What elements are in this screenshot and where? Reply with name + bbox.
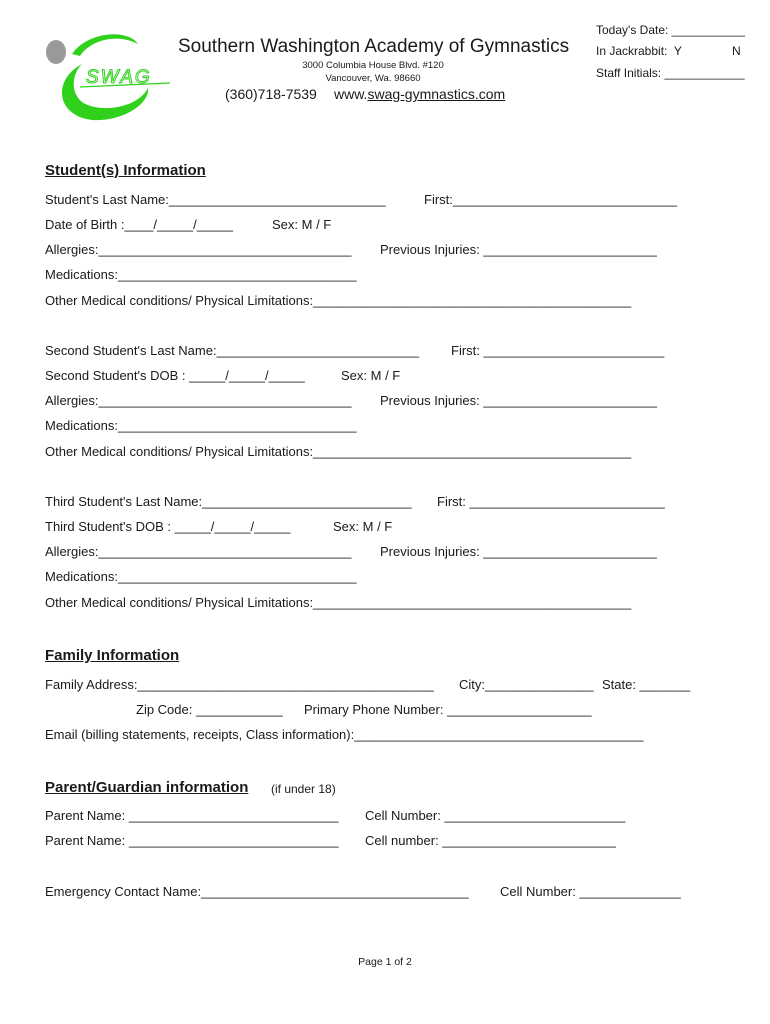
parent-heading: Parent/Guardian information	[45, 779, 249, 796]
student2-medications-field[interactable]: Medications:_________________________________	[45, 418, 357, 433]
student1-dob-field[interactable]: Date of Birth :____/_____/_____	[45, 217, 233, 232]
student3-first-name-field[interactable]: First: ___________________________	[437, 494, 665, 509]
family-state-field[interactable]: State: _______	[602, 677, 691, 692]
student2-first-name-field[interactable]: First: _________________________	[451, 343, 665, 358]
student3-medications-field[interactable]: Medications:_________________________________	[45, 569, 357, 584]
student1-allergies-field[interactable]: Allergies:___________________________________	[45, 242, 352, 257]
todays-date-field[interactable]: Today's Date: ___________	[596, 23, 746, 37]
parent-heading-note: (if under 18)	[271, 782, 336, 796]
student3-allergies-field[interactable]: Allergies:___________________________________	[45, 544, 352, 559]
student3-dob-field[interactable]: Third Student's DOB : _____/_____/_____	[45, 519, 291, 534]
family-primary-phone-field[interactable]: Primary Phone Number: ____________________	[304, 702, 592, 717]
student2-last-name-field[interactable]: Second Student's Last Name:____________________________	[45, 343, 420, 358]
in-jackrabbit-yes[interactable]: In Jackrabbit: Y	[596, 44, 682, 58]
student3-last-name-field[interactable]: Third Student's Last Name:_____________________________	[45, 494, 412, 509]
family-address-field[interactable]: Family Address:_________________________________________	[45, 677, 434, 692]
parent2-name-field[interactable]: Parent Name: _____________________________	[45, 833, 339, 848]
swag-logo	[42, 30, 182, 126]
phone-number: (360)718-7539	[225, 86, 317, 102]
parent1-cell-field[interactable]: Cell Number: _________________________	[365, 808, 626, 823]
student2-dob-field[interactable]: Second Student's DOB : _____/_____/_____	[45, 368, 305, 383]
student2-allergies-field[interactable]: Allergies:___________________________________	[45, 393, 352, 408]
address-line-2: Vancouver, Wa. 98660	[325, 73, 421, 84]
website[interactable]	[334, 86, 505, 102]
student1-injuries-field[interactable]: Previous Injuries: ________________________	[380, 242, 657, 257]
student3-sex-field[interactable]: Sex: M / F	[333, 519, 393, 534]
student3-other-medical-field[interactable]: Other Medical conditions/ Physical Limitations:____________________________________________	[45, 595, 632, 610]
website-prefix: www.	[334, 86, 368, 102]
students-heading: Student(s) Information	[45, 162, 206, 179]
student2-sex-field[interactable]: Sex: M / F	[341, 368, 401, 383]
emergency-contact-name-field[interactable]: Emergency Contact Name:_____________________________________	[45, 884, 469, 899]
student2-injuries-field[interactable]: Previous Injuries: ________________________	[380, 393, 657, 408]
page-number: Page 1 of 2	[358, 956, 412, 968]
student3-injuries-field[interactable]: Previous Injuries: ________________________	[380, 544, 657, 559]
student1-medications-field[interactable]: Medications:_________________________________	[45, 267, 357, 282]
logo-gray-circle	[46, 40, 66, 64]
logo-green-swoosh-top	[72, 34, 138, 56]
family-zip-field[interactable]: Zip Code: ____________	[136, 702, 283, 717]
family-city-field[interactable]: City:_______________	[459, 677, 594, 692]
emergency-contact-cell-field[interactable]: Cell Number: ______________	[500, 884, 681, 899]
family-email-field[interactable]: Email (billing statements, receipts, Class information):________________________________________	[45, 727, 644, 742]
staff-initials-field[interactable]: Staff Initials: ____________	[596, 66, 745, 80]
address-line-1: 3000 Columbia House Blvd. #120	[302, 60, 444, 71]
student1-last-name-field[interactable]: Student's Last Name:______________________________	[45, 192, 386, 207]
logo-text: SWAG	[86, 67, 152, 88]
parent2-cell-field[interactable]: Cell number: ________________________	[365, 833, 616, 848]
student1-other-medical-field[interactable]: Other Medical conditions/ Physical Limitations:____________________________________________	[45, 293, 632, 308]
organization-name: Southern Washington Academy of Gymnastics	[178, 36, 570, 57]
student1-sex-field[interactable]: Sex: M / F	[272, 217, 332, 232]
family-heading: Family Information	[45, 647, 180, 664]
parent1-name-field[interactable]: Parent Name: _____________________________	[45, 808, 339, 823]
student1-first-name-field[interactable]: First:_______________________________	[424, 192, 678, 207]
website-link[interactable]: swag-gymnastics.com	[367, 86, 506, 102]
student2-other-medical-field[interactable]: Other Medical conditions/ Physical Limitations:____________________________________________	[45, 444, 632, 459]
in-jackrabbit-no[interactable]: N	[732, 44, 741, 58]
